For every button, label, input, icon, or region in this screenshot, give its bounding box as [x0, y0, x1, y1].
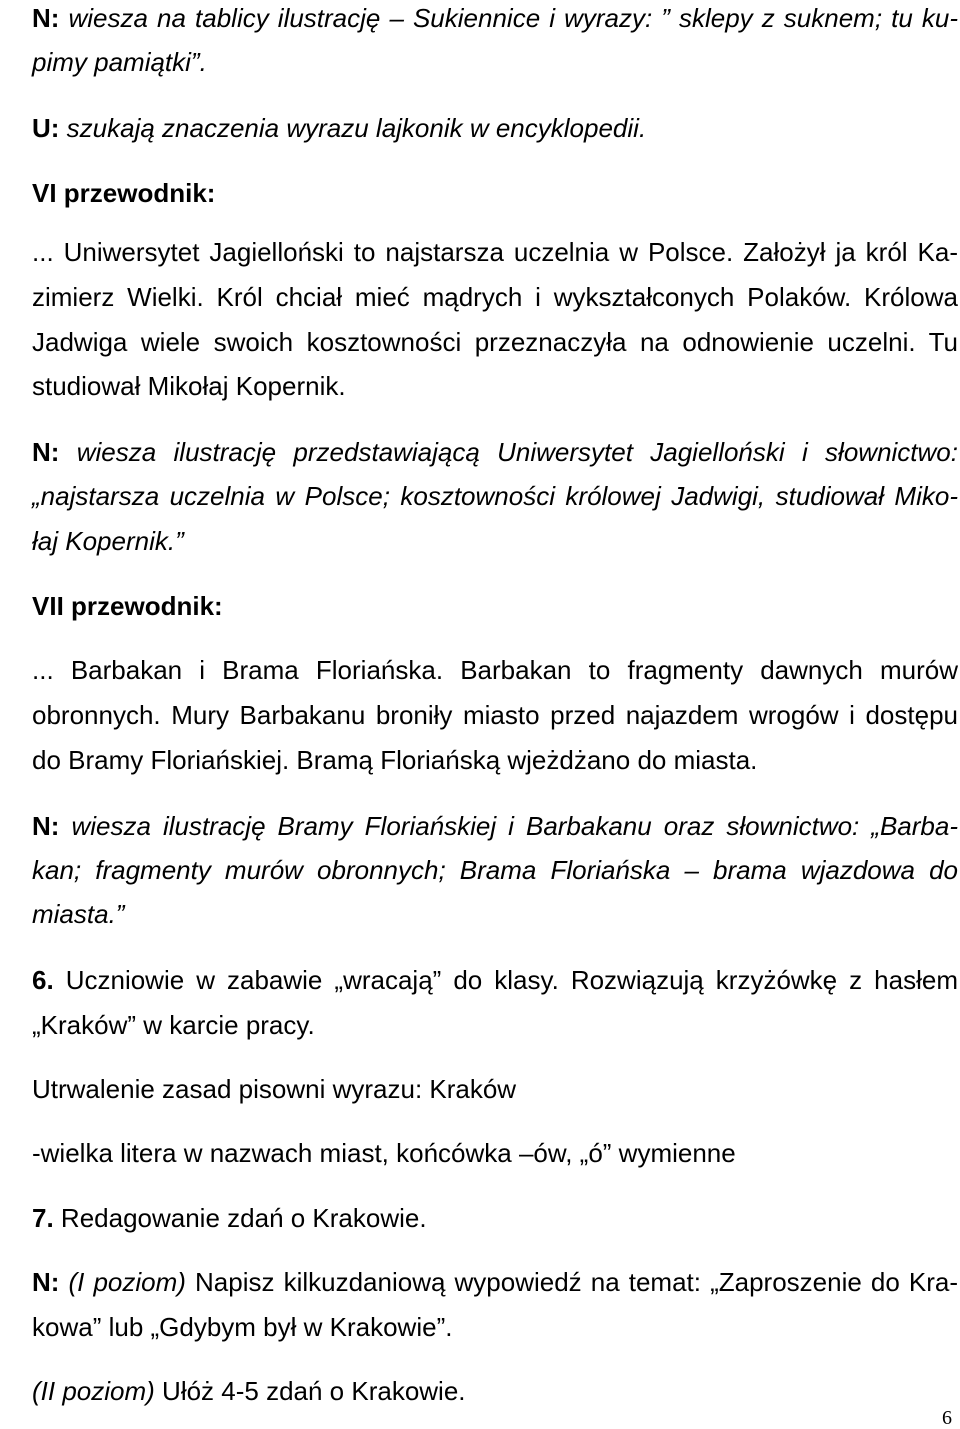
text-line: kowa” lub „Gdybym był w Krakowie”. [32, 1312, 453, 1342]
text-line: do Bramy Floriańskiej. Bramą Floriańską wjeżdżano do miasta. [32, 745, 758, 775]
speaker-label: N: [32, 3, 60, 33]
text-line: studiował Mikołaj Kopernik. [32, 371, 346, 401]
text-line: Jadwiga wiele swoich kosztowności przeznaczyła na odnowienie uczelni. Tu [32, 327, 958, 357]
note-text: wiesza ilustrację Bramy Floriańskiej i Barbakanu oraz słownictwo: „Barba- [59, 811, 958, 841]
text-line: „najstarsza uczelnia w Polsce; kosztowności królowej Jadwigi, studiował Miko- [32, 481, 958, 511]
step-number: 7. [32, 1203, 54, 1233]
step-text: Redagowanie zdań o Krakowie. [53, 1203, 427, 1233]
speaker-label: N: [32, 1267, 60, 1297]
task-text: Napisz kilkuzdaniową wypowiedź na temat: „Zaproszenie do Kra- [185, 1267, 958, 1297]
text-line [32, 965, 958, 995]
note-text: szukają znaczenia wyrazu lajkonik w encyklopedii. [59, 113, 647, 143]
text-line: łaj Kopernik.” [32, 526, 184, 556]
text-line: obronnych. Mury Barbakanu broniły miasto przed najazdem wrogów i dostępu [32, 700, 958, 730]
text-line [32, 437, 958, 467]
text-line [32, 47, 958, 77]
text-line: miasta.” [32, 899, 125, 929]
text-line [32, 1376, 958, 1406]
level-label: (II poziom) [32, 1376, 155, 1406]
note-text: pimy pamiątki”. [32, 47, 207, 77]
page-number: 6 [942, 1407, 952, 1429]
text-line [32, 811, 958, 841]
text-line [32, 1267, 958, 1297]
numbered-step [32, 1203, 958, 1233]
text-line: „Kraków” w karcie pracy. [32, 1010, 315, 1040]
text-line: kan; fragmenty murów obronnych; Brama Floriańska – brama wjazdowa do [32, 855, 958, 885]
task-text: Ułóż 4-5 zdań o Krakowie. [154, 1376, 466, 1406]
note-text: wiesza na tablicy ilustrację – Sukiennice i wyrazy: ” sklepy z suknem; tu ku- [59, 3, 958, 33]
section-heading: VI przewodnik: [32, 178, 216, 208]
speaker-label: U: [32, 113, 60, 143]
section-heading: VII przewodnik: [32, 591, 223, 621]
text-line: ... Uniwersytet Jagielloński to najstarsza uczelnia w Polsce. Założył ja król Ka- [32, 237, 958, 267]
text-line: ... Barbakan i Brama Floriańska. Barbakan to fragmenty dawnych murów [32, 655, 958, 685]
level-label: (I poziom) [59, 1267, 186, 1297]
text-line: zimierz Wielki. Król chciał mieć mądrych i wykształconych Polaków. Królowa [32, 282, 958, 312]
speaker-label: N: [32, 811, 60, 841]
step-text: Uczniowie w zabawie „wracają” do klasy. Rozwiązują krzyżówkę z hasłem [53, 965, 958, 995]
speaker-label: N: [32, 437, 60, 467]
text-line: Utrwalenie zasad pisowni wyrazu: Kraków [32, 1074, 517, 1104]
step-number: 6. [32, 965, 54, 995]
text-line [32, 113, 958, 143]
text-line [32, 3, 958, 33]
text-line: -wielka litera w nazwach miast, końcówka –ów, „ó” wymienne [32, 1138, 736, 1168]
note-text: wiesza ilustrację przedstawiającą Uniwersytet Jagielloński i słownictwo: [59, 437, 958, 467]
